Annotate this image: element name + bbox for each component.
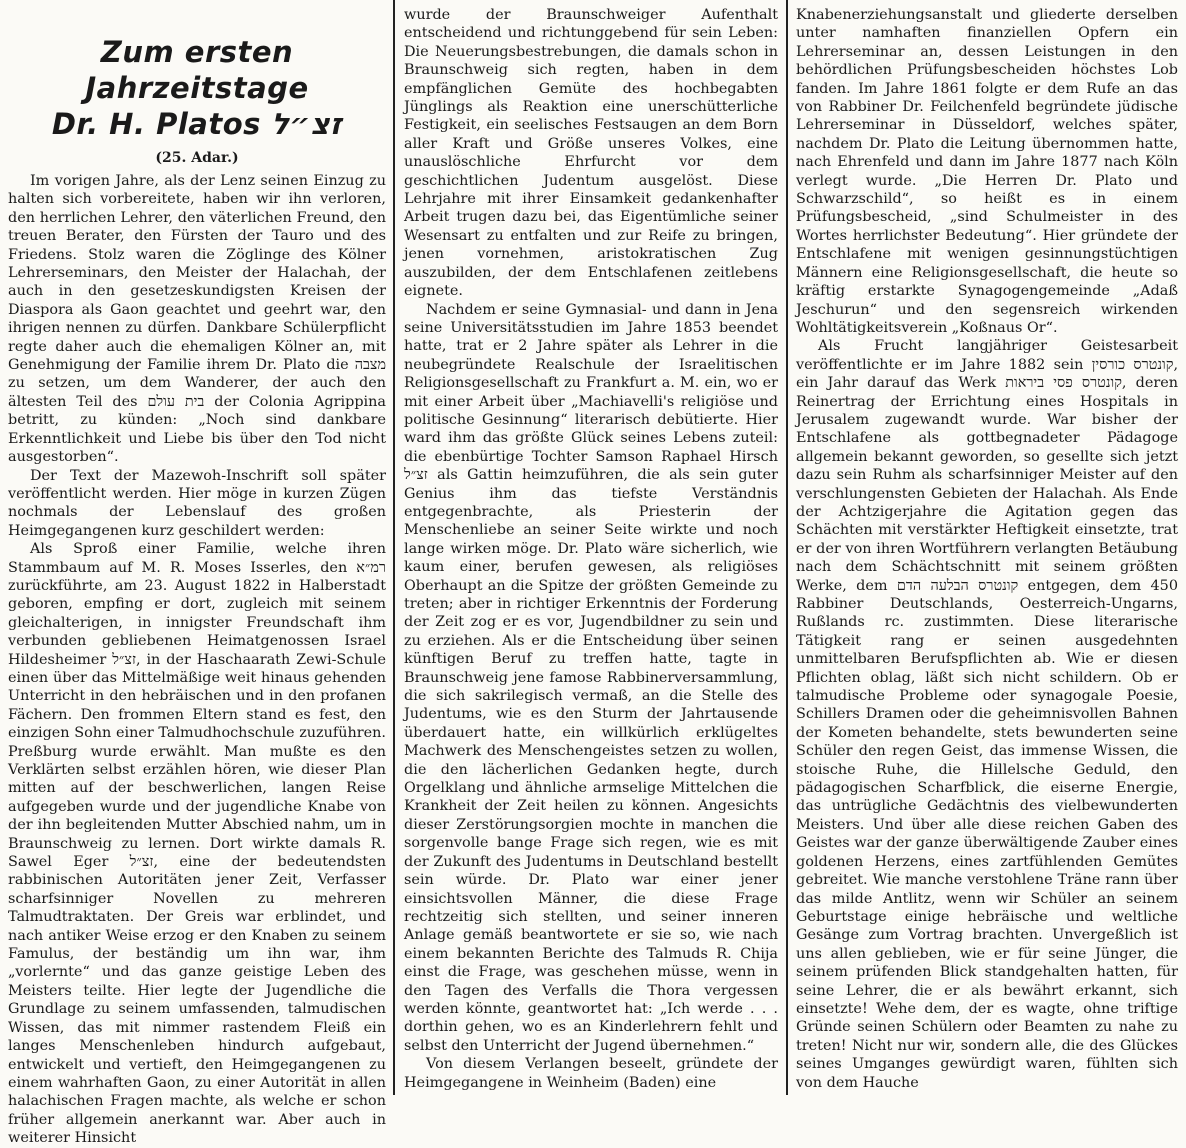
paragraph: Nachdem er seine Gymnasial- und dann in Jena seine Universitätsstudien im Jahre 1853 beendet hatte, trat er 2 Jahre später als Lehrer in die neubegründete Realschule der Israelitischen Religionsgesellschaft zu Frankfurt a. M. ein, wo er mit einer Arbeit über „Machiavelli's religiöse und politische Gesinnung“ literarisch debütierte. Hier ward ihm das größte Glück seines Lebens zuteil: die ebenbürtige Tochter Samson Raphael Hirsch זצ״ל als Gattin heimzuführen, die als sein guter Genius ihm das tiefste Verständnis entgegenbrachte, als Priesterin der Menschenliebe an seiner Seite wirkte und noch lange wirken möge. Dr. Plato wäre sicherlich, wie kaum einer, berufen gewesen, als religiöses Oberhaupt an die Spitze der größten Gemeinde zu treten; aber in richtiger Erkenntnis der Forderung der Zeit zog er es vor, Jugendbildner zu sein und zu erziehen. Als er die Entscheidung über seinen künftigen Beruf zu treffen hatte, tagte in Braunschweig jene famose Rabbinerversammlung, die sich sakrilegisch vermaß, an die Stelle des Judentums, wie es den Sturm der Jahrtausende überdauert hatte, ein willkürlich erklügeltes Machwerk des Menschengeistes setzen zu wollen, die den lächerlichen Gedanken hegte, durch Orgelklang und ähnliche armselige Mittelchen die Krankheit der Zeit heilen zu können. Angesichts dieser Zerstörungsorgien mochte in manchen die sorgenvolle bange Frage sich regen, wie es mit der Zukunft des Judentums in Deutschland bestellt sein würde. Dr. Plato war einer jener einsichtsvollen Männer, die diese Frage rechtzeitig sich stellten, und seiner inneren Anlage gemäß beantwortete er sie so, wie nach einem bekannten Berichte des Talmuds R. Chija einst die Frage, was geschehen müsse, wenn in den Tagen des Verfalls die Thora vergessen werden könnte, geantwortet hat: „Ich werde . . . dorthin gehen, wo es an Kinderlehrern fehlt und selbst den Unterricht der Jugend übernehmen.“: [404, 301, 778, 1054]
column-divider: [393, 0, 395, 1095]
paragraph: Knabenerziehungsanstalt und gliederte derselben unter namhaften finanziellen Opfern ein Lehrerseminar an, dessen Leistungen in den behördlichen Prüfungsbescheiden höchstes Lob fanden. Im Jahre 1861 folgte er dem Rufe an das von Rabbiner Dr. Feilchenfeld begründete jüdische Lehrerseminar in Düsseldorf, welches später, nachdem Dr. Plato die Leitung übernommen hatte, nach Ehrenfeld und dann im Jahre 1877 nach Köln verlegt wurde. „Die Herren Dr. Plato und Schwarzschild“, so heißt es in einem Prüfungsbescheid, „sind Schulmeister in des Wortes herrlichster Bedeutung“. Hier gründete der Entschlafene mit wenigen gesinnungstüchtigen Männern eine Religionsgesellschaft, die heute so kräftig erstarkte Synagogengemeinde „Adaß Jeschurun“ und den segensreich wirkenden Wohltätigkeitsverein „Koßnaus Or“.: [796, 7, 1178, 336]
paragraph: Der Text der Mazewoh-Inschrift soll später veröffentlicht werden. Hier möge in kurzen Zügen nochmals der Lebenslauf des großen Heimgegangenen kurz geschildert werden:: [8, 467, 386, 539]
paragraph: Als Frucht langjähriger Geistesarbeit veröffentlichte er im Jahre 1882 sein קונטרס כורסין, ein Jahr darauf das Werk קונטרס פסי ביראות, deren Reinertrag der Errichtung eines Hospitals in Jerusalem zugewandt wurde. War bisher der Entschlafene als gottbegnadeter Pädagoge allgemein bekannt geworden, so gesellte sich jetzt dazu sein Ruhm als scharfsinniger Meister auf den verschlungensten Gebieten der Halachah. Als Ende der Achtzigerjahre die Agitation gegen das Schächten mit verstärkter Heftigkeit einsetzte, trat er der von ihren Wortführern verlangten Betäubung nach dem Schächtschnitt mit seinem größten Werke, dem קונטרס הבלעה הדם entgegen, dem 450 Rabbiner Deutschlands, Oesterreich-Ungarns, Rußlands rc. zustimmten. Diese literarische Tätigkeit rang er seinen ausgedehnten unmittelbaren Berufspflichten ab. Wie er diesen Pflichten oblag, läßt sich nicht schildern. Ob er talmudische Probleme oder synagogale Poesie, Schillers Dramen oder die geheimnisvollen Bahnen der Kometen behandelte, stets bewunderten seine Schüler den regen Geist, das immense Wissen, die stoische Ruhe, die Hillelsche Geduld, den pädagogischen Scharfblick, die eiserne Energie, das untrügliche Gedächtnis des vielbewunderten Meisters. Und über alle diese reichen Gaben des Geistes war der ganze überwältigende Zauber eines goldenen Herzens, eines zartfühlenden Gemütes gebreitet. Wie manche verstohlene Träne rann über das milde Antlitz, wenn wir Schüler an seinem Geburtstage einige hebräische und weltliche Gesänge zum Vortrag brachten. Unvergeßlich ist uns allen geblieben, wie er für seine Jünger, die seinem prüfenden Blick standgehalten hatten, für seine Lehrer, die er als bewährt erkannt, sich einsetzte! Wehe dem, der es wagte, ohne triftige Gründe seinen Schülern oder Beamten zu nahe zu treten! Nicht nur wir, sondern alle, die des Glückes seines Umganges gewürdigt waren, fühlten sich von dem Hauche: [796, 338, 1179, 1091]
column-3: [788, 0, 1186, 1095]
paragraph: wurde der Braunschweiger Aufenthalt entscheidend und richtunggebend für sein Leben: Die Neuerungsbestrebungen, die damals schon in Braunschweig sich regten, haben in dem empfänglichen Gemüte des hochbegabten Jünglings als Reaktion eine unerschütterliche Festigkeit, ein seelisches Festsaugen an dem Born aller Kraft und Größe unseres Volkes, eine unauslöschliche Ehrfurcht vor dem geschichtlichen Judentum ausgelöst. Diese Lehrjahre mit ihrer Einsamkeit gedankenhafter Arbeit trugen dazu bei, das Eigentümliche seiner Wesensart zu entfalten und zur Reife zu bringen, jenen vornehmen, aristokratischen Zug auszubilden, der dem Entschlafenen zeitlebens eignete.: [404, 7, 778, 300]
article-date-line: (25. Adar.): [155, 150, 239, 166]
column-2: [396, 0, 786, 1095]
paragraph: Als Sproß einer Familie, welche ihren Stammbaum auf M. R. Moses Isserles, den רמ״א zurückführte, am 23. August 1822 in Halberstadt geboren, empfing er dort, zugleich mit seinem gleichalterigen, in innigster Freundschaft ihm verbunden gebliebenen Heimatgenossen Israel Hildesheimer זצ״ל, in der Haschaarath Zewi-Schule einen über das Mittelmäßige weit hinaus gehenden Unterricht in den hebräischen und in den profanen Fächern. Den frommen Eltern stand es fest, den einzigen Sohn einer Talmudhochschule zuzuführen. Preßburg wurde erwählt. Man mußte es den Verklärten selbst erzählen hören, wie dieser Plan mitten auf der beschwerlichen, langen Reise aufgegeben wurde und der jugendliche Knabe von der ihn begleitenden Mutter Abschied nahm, um in Braunschweig zu lernen. Dort wirkte damals R. Sawel Eger זצ״ל, eine der bedeutendsten rabbinischen Autoritäten jener Zeit, Verfasser scharfsinniger Novellen zu mehreren Talmudtraktaten. Der Greis war erblindet, und nach antiker Weise erzog er den Knaben zu seinem Famulus, der beständig um ihn war, ihm „vorlernte“ und das ganze geistige Leben des Meisters teilte. Hier legte der Jugendliche die Grundlage zu seinem umfassenden, talmudischen Wissen, das mit nimmer rastendem Fleiß ein langes Menschenleben hindurch aufgebaut, entwickelt und vertieft, den Heimgegangenen zu einem wahrhaften Gaon, zu einer Autorität in allen halachischen Fragen machte, als welche er schon früher allgemein anerkannt war. Aber auch in weiterer Hinsicht: [8, 541, 387, 1147]
paragraph: Im vorigen Jahre, als der Lenz seinen Einzug zu halten sich vorbereitete, haben wir ihn verloren, den herrlichen Lehrer, den väterlichen Freund, den treuen Berater, den Fürsten der Tauro und des Friedens. Stolz waren die Zöglinge des Kölner Lehrerseminars, den Meister der Halachah, der auch in den gesetzeskundigsten Kreisen der Diaspora als Gaon geachtet und geehrt war, den ihrigen nennen zu dürfen. Dankbare Schülerpflicht regte daher auch die ehemaligen Kölner an, mit Genehmigung der Familie ihrem Dr. Plato die מצבה zu setzen, um dem Wanderer, der auch den ältesten Teil des בית עולם der Colonia Agrippina betritt, zu künden: „Noch sind dankbare Erkenntlichkeit und Liebe bis über den Tod nicht ausgestorben“.: [8, 173, 386, 466]
article-title-line-2: Dr. H. Platos זצ״ל: [51, 107, 343, 141]
paragraph: Von diesem Verlangen beseelt, gründete der Heimgegangene in Weinheim (Baden) eine: [404, 1056, 778, 1091]
column-1: [0, 0, 394, 1147]
article-title-line-1: Zum ersten Jahrzeitstage: [85, 35, 309, 105]
article-title: [8, 34, 386, 142]
